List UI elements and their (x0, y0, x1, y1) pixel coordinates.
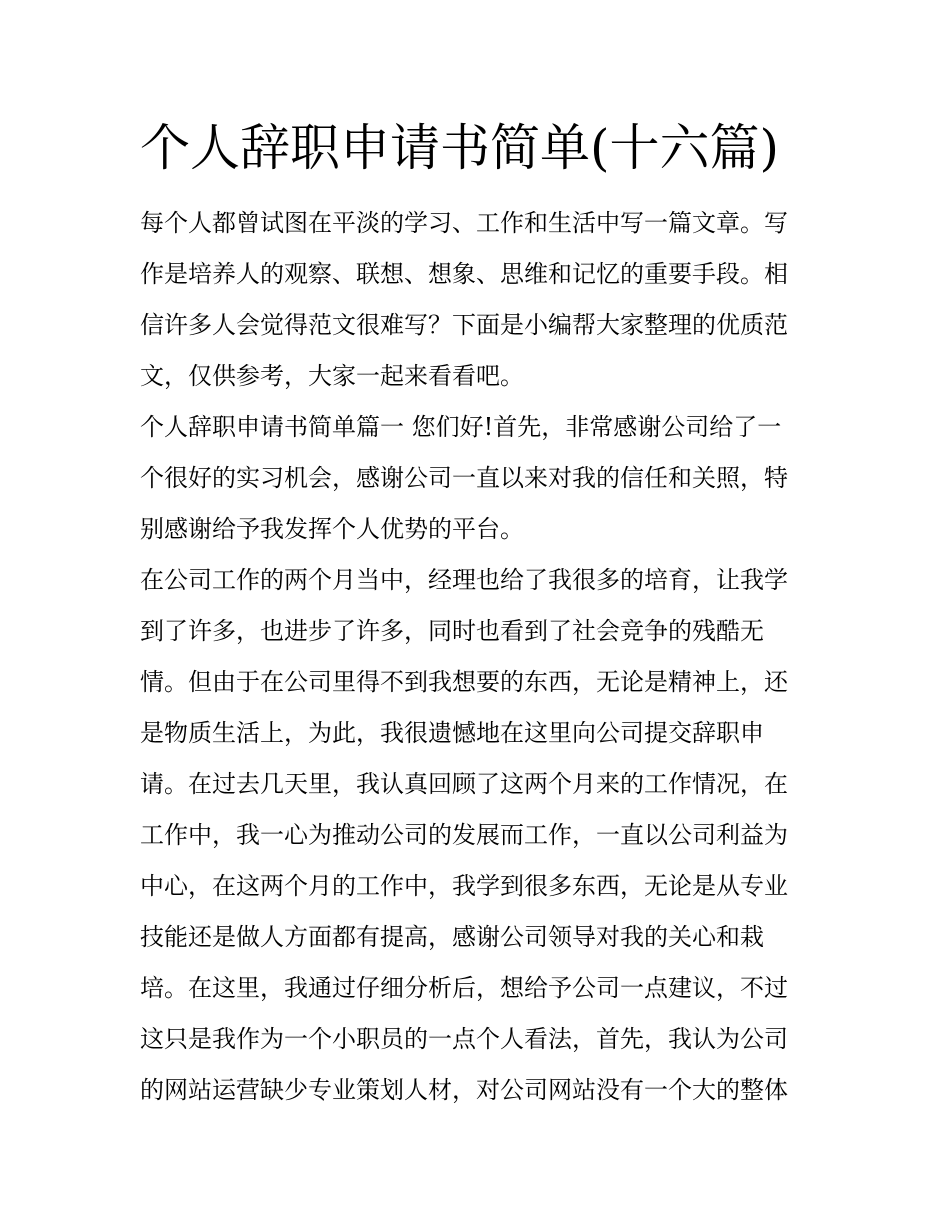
body-line: 技能还是做人方面都有提高，感谢公司领导对我的关心和栽 (140, 923, 764, 951)
body-line: 培。在这里，我通过仔细分析后，想给予公司一点建议，不过 (140, 974, 788, 1002)
body-line: 这只是我作为一个小职员的一点个人看法，首先，我认为公司 (140, 1025, 788, 1053)
body-line: 工作中，我一心为推动公司的发展而工作，一直以公司利益为 (140, 821, 788, 849)
body-line: 别感谢给予我发挥个人优势的平台。 (140, 515, 524, 543)
body-line: 中心，在这两个月的工作中，我学到很多东西，无论是从专业 (140, 872, 788, 900)
body-line: 作是培养人的观察、联想、想象、思维和记忆的重要手段。相 (140, 260, 788, 288)
body-line: 在公司工作的两个月当中，经理也给了我很多的培育，让我学 (140, 566, 788, 594)
body-line: 文，仅供参考，大家一起来看看吧。 (140, 362, 524, 390)
body-line: 个很好的实习机会，感谢公司一直以来对我的信任和关照，特 (140, 464, 788, 492)
page-title: 个人辞职申请书简单(十六篇) (140, 119, 780, 177)
body-line: 的网站运营缺少专业策划人材，对公司网站没有一个大的整体 (140, 1076, 788, 1104)
body-line: 个人辞职申请书简单篇一 您们好!首先，非常感谢公司给了一 (140, 413, 782, 441)
body-line: 请。在过去几天里，我认真回顾了这两个月来的工作情况，在 (140, 770, 788, 798)
body-line: 是物质生活上，为此，我很遗憾地在这里向公司提交辞职申 (140, 719, 764, 747)
body-line: 信许多人会觉得范文很难写？下面是小编帮大家整理的优质范 (140, 311, 788, 339)
body-line: 情。但由于在公司里得不到我想要的东西，无论是精神上，还 (140, 668, 788, 696)
body-line: 到了许多，也进步了许多，同时也看到了社会竞争的残酷无 (140, 617, 764, 645)
body-line: 每个人都曾试图在平淡的学习、工作和生活中写一篇文章。写 (140, 209, 788, 237)
